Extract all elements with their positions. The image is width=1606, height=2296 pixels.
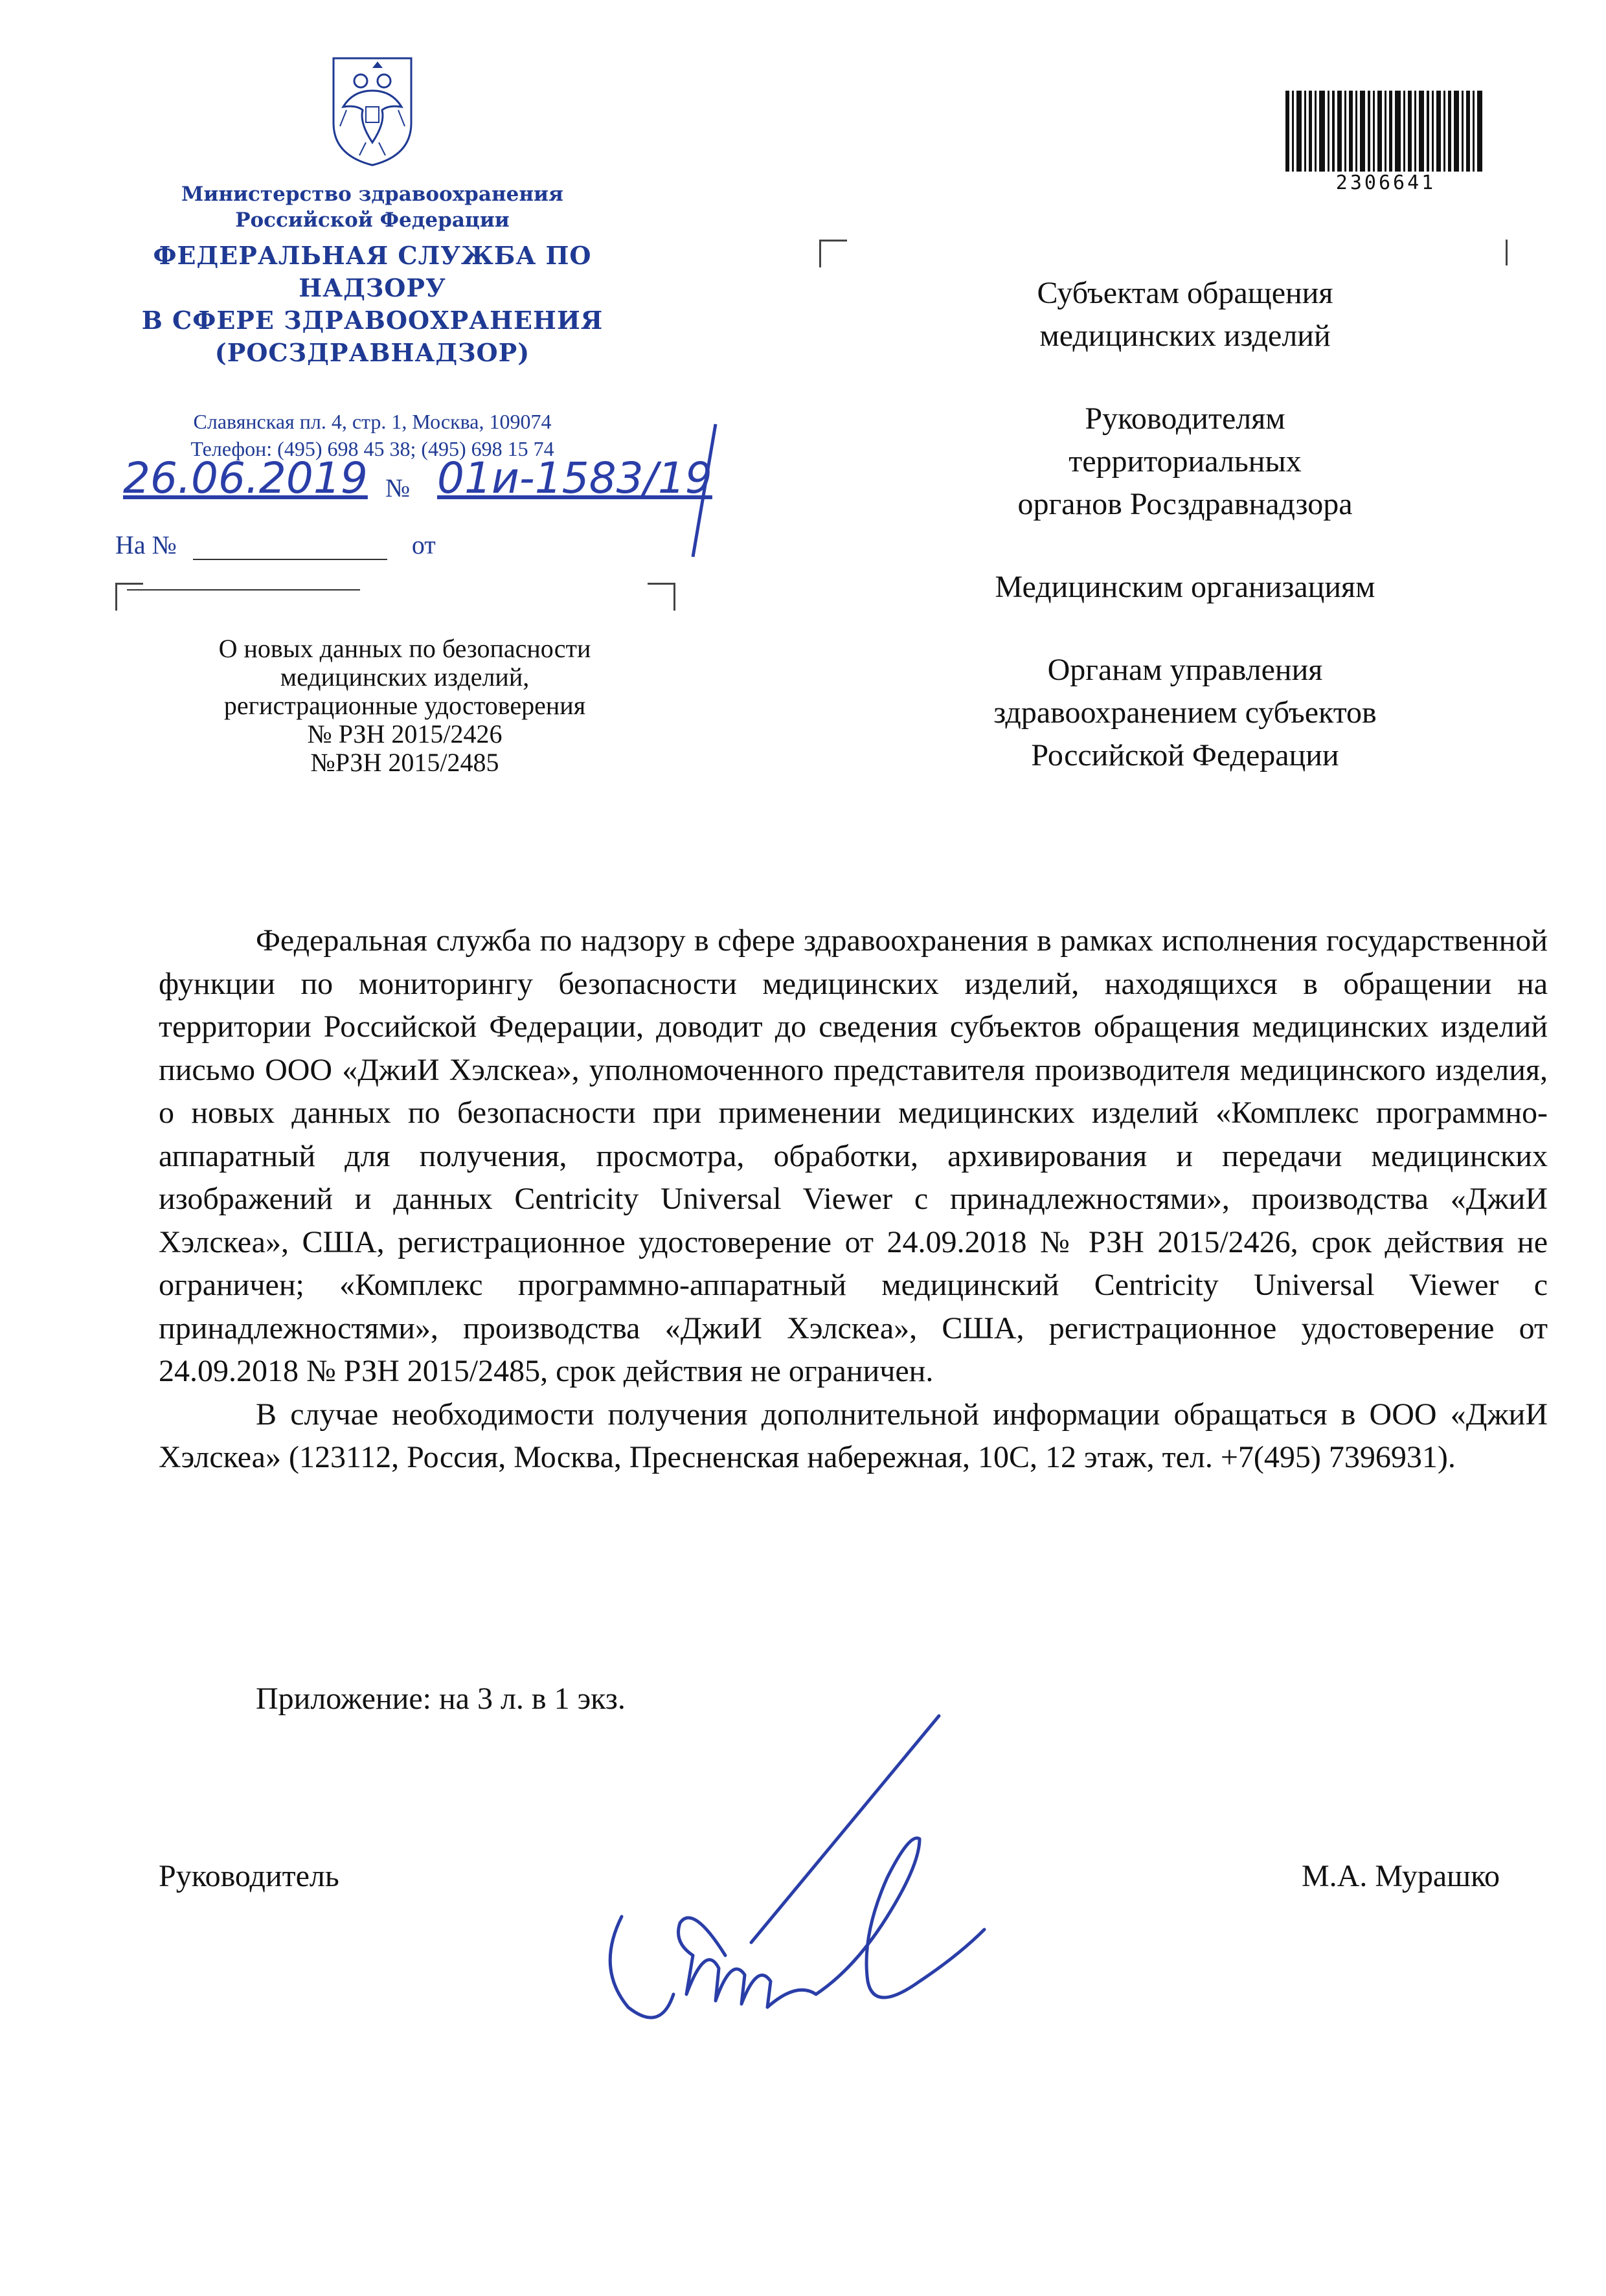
addressee-group bbox=[894, 566, 1476, 609]
subject-corner-left bbox=[115, 583, 143, 611]
handwritten-signature bbox=[583, 1709, 1075, 2059]
phone: Телефон: (495) 698 45 38; (495) 698 15 74 bbox=[190, 437, 554, 460]
service-name-line2: В СФЕРЕ ЗДРАВООХРАНЕНИЯ bbox=[141, 306, 604, 335]
addressee-line: Медицинским организациям bbox=[995, 570, 1375, 604]
subject-corner-right bbox=[648, 583, 675, 611]
subject-line: № РЗН 2015/2426 bbox=[307, 719, 503, 748]
addressees-block bbox=[894, 272, 1476, 817]
registration-line bbox=[117, 453, 712, 512]
reference-label: На № bbox=[115, 530, 177, 559]
reference-date-blank bbox=[127, 567, 360, 591]
ministry-name-line2: Российской Федерации bbox=[235, 208, 510, 232]
double-headed-eagle-coat-of-arms-icon bbox=[321, 45, 424, 168]
barcode bbox=[1285, 91, 1486, 172]
subject-line: О новых данных по безопасности bbox=[218, 634, 591, 663]
addressee-line: Руководителям bbox=[1085, 401, 1285, 436]
body-paragraph: В случае необходимости получения дополнительной информации обращаться в ООО «ДжиИ Хэлскеа» (123112, Россия, Москва, Пресненская набережная, 10С, 12 этаж, тел. +7(495) 7396931). bbox=[159, 1397, 1548, 1474]
barcode-number: 2306641 bbox=[1335, 172, 1436, 194]
addressee-line: территориальных bbox=[1069, 444, 1302, 478]
signatory-role: Руководитель bbox=[159, 1859, 339, 1893]
reference-field bbox=[115, 530, 685, 591]
reference-number-blank bbox=[193, 537, 387, 560]
addressee-corner-left bbox=[819, 240, 847, 267]
reference-from-label: от bbox=[411, 530, 436, 559]
letterhead bbox=[97, 45, 648, 462]
addressee-line: Субъектам обращения bbox=[1037, 276, 1333, 310]
service-name-line3: (РОСЗДРАВНАДЗОР) bbox=[214, 338, 530, 367]
letter-body bbox=[159, 919, 1548, 1480]
addressee-corner-right bbox=[1480, 240, 1508, 265]
addressee-line: органов Росздравнадзора bbox=[1017, 487, 1353, 521]
addressee-group bbox=[894, 272, 1476, 357]
ministry-name-line1: Министерство здравоохранения bbox=[181, 183, 563, 206]
address: Славянская пл. 4, стр. 1, Москва, 109074 bbox=[193, 410, 552, 433]
signatory-name: М.А. Мурашко bbox=[1302, 1859, 1500, 1893]
body-paragraph: Федеральная служба по надзору в сфере здравоохранения в рамках исполнения государственной функции по мониторингу безопасности медицинских изделий, находящихся в обращении на территории Российской Федерации, доводит до сведения субъектов обращения медицинских изделий письмо ООО «ДжиИ Хэлскеа», уполномоченного представителя производителя медицинского изделия, о новых данных по безопасности при применении медицинских изделий «Комплекс программно-аппаратный для получения, просмотра, обработки, архивирования и передачи медицинских изображений и данных Centricity Universal Viewer с принадлежностями», производства «ДжиИ Хэлскеа», США, регистрационное удостоверение от 24.09.2018 № РЗН 2015/2426, срок действия не ограничен; «Комплекс программно-аппаратный медицинский Centricity Universal Viewer с принадлежностями», производства «ДжиИ Хэлскеа», США, регистрационное удостоверение от 24.09.2018 № РЗН 2015/2485, срок действия не ограничен. bbox=[159, 923, 1548, 1388]
registration-date: 26.06.2019 bbox=[123, 453, 368, 503]
slash-stroke bbox=[686, 421, 725, 563]
registration-number: 01и-1583/19 bbox=[437, 453, 712, 503]
addressee-group bbox=[894, 398, 1476, 526]
addressee-line: здравоохранением субъектов bbox=[993, 695, 1377, 730]
addressee-line: Органам управления bbox=[1047, 653, 1323, 687]
subject-line: регистрационные удостоверения bbox=[223, 691, 586, 720]
attachment-note: Приложение: на 3 л. в 1 экз. bbox=[256, 1682, 626, 1716]
addressee-line: медицинских изделий bbox=[1039, 319, 1331, 353]
addressee-group bbox=[894, 649, 1476, 777]
subject-line: медицинских изделий, bbox=[280, 662, 530, 692]
addressee-line: Российской Федерации bbox=[1031, 738, 1339, 772]
subject-line: №РЗН 2015/2485 bbox=[310, 748, 499, 777]
number-sign: № bbox=[385, 473, 411, 502]
service-name-line1: ФЕДЕРАЛЬНАЯ СЛУЖБА ПО НАДЗОРУ bbox=[153, 241, 592, 302]
subject-block bbox=[130, 635, 680, 777]
